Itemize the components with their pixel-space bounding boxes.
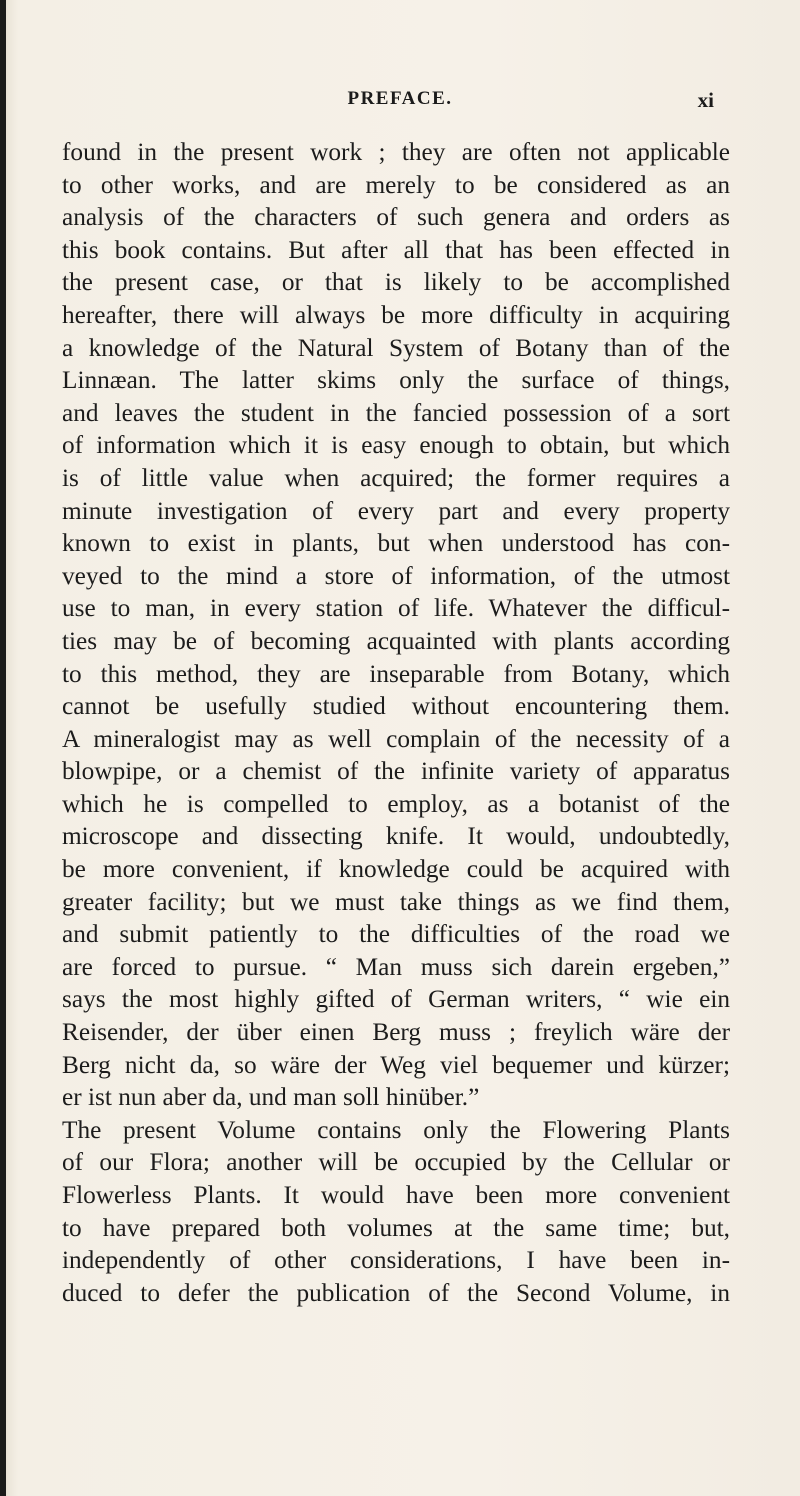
text-line: of information which it is easy enough to obtain, but which — [62, 431, 730, 460]
text-line: Berg nicht da, so wäre der Weg viel bequemer und kürzer; — [62, 1050, 730, 1079]
text-line: veyed to the mind a store of information, of the utmost — [62, 561, 730, 590]
text-line: cannot be usefully studied without encountering them. — [62, 692, 730, 721]
text-line: to have prepared both volumes at the same time; but, — [62, 1213, 730, 1242]
text-line: Linnæan. The latter skims only the surface of things, — [62, 366, 730, 395]
text-line: ties may be of becoming acquainted with plants according — [62, 626, 730, 655]
text-line: and submit patiently to the difficulties of the road we — [62, 920, 730, 949]
text-line: says the most highly gifted of German writers, “ wie ein — [62, 985, 730, 1014]
text-line: be more convenient, if knowledge could be acquired with — [62, 855, 730, 884]
text-line: use to man, in every station of life. Whatever the difficul- — [62, 594, 730, 623]
text-line: blowpipe, or a chemist of the infinite variety of apparatus — [62, 757, 730, 786]
text-line: are forced to pursue. “ Man muss sich darein ergeben,” — [62, 952, 730, 981]
text-line: to other works, and are merely to be considered as an — [62, 170, 730, 199]
text-line: of our Flora; another will be occupied by the Cellular or — [62, 1148, 730, 1177]
text-line: greater facility; but we must take things as we find them, — [62, 887, 730, 916]
text-line: a knowledge of the Natural System of Botany than of the — [62, 333, 730, 362]
text-line: duced to defer the publication of the Second Volume, in — [62, 1278, 730, 1307]
text-line: this book contains. But after all that has been effected in — [62, 235, 730, 264]
text-line: and leaves the student in the fancied possession of a sort — [62, 398, 730, 427]
text-line: is of little value when acquired; the former requires a — [62, 463, 730, 492]
text-line: to this method, they are inseparable from Botany, which — [62, 659, 730, 688]
text-line: A mineralogist may as well complain of the necessity of a — [62, 724, 730, 753]
text-line: microscope and dissecting knife. It would, undoubtedly, — [62, 822, 730, 851]
text-line: the present case, or that is likely to be accomplished — [62, 268, 730, 297]
text-line: found in the present work ; they are often not applicable — [62, 138, 730, 166]
text-line: er ist nun aber da, und man soll hinüber.” — [62, 1083, 480, 1112]
page-gutter-edge — [0, 0, 6, 1496]
running-title: PREFACE. — [347, 88, 453, 109]
page-number: xi — [697, 88, 714, 112]
text-line: which he is compelled to employ, as a botanist of the — [62, 789, 730, 818]
text-line: known to exist in plants, but when understood has con- — [62, 529, 730, 558]
text-line: Flowerless Plants. It would have been more convenient — [62, 1181, 730, 1209]
text-line: analysis of the characters of such genera and orders as — [62, 203, 730, 232]
text-line: minute investigation of every part and every property — [62, 496, 730, 525]
text-line: The present Volume contains only the Flowering Plants — [62, 1115, 730, 1144]
body-text — [62, 136, 730, 1309]
text-line: hereafter, there will always be more difficulty in acquiring — [62, 300, 730, 329]
page-header — [0, 88, 800, 118]
text-line: independently of other considerations, I have been in- — [62, 1246, 730, 1275]
text-line: Reisender, der über einen Berg muss ; freylich wäre der — [62, 1018, 730, 1047]
